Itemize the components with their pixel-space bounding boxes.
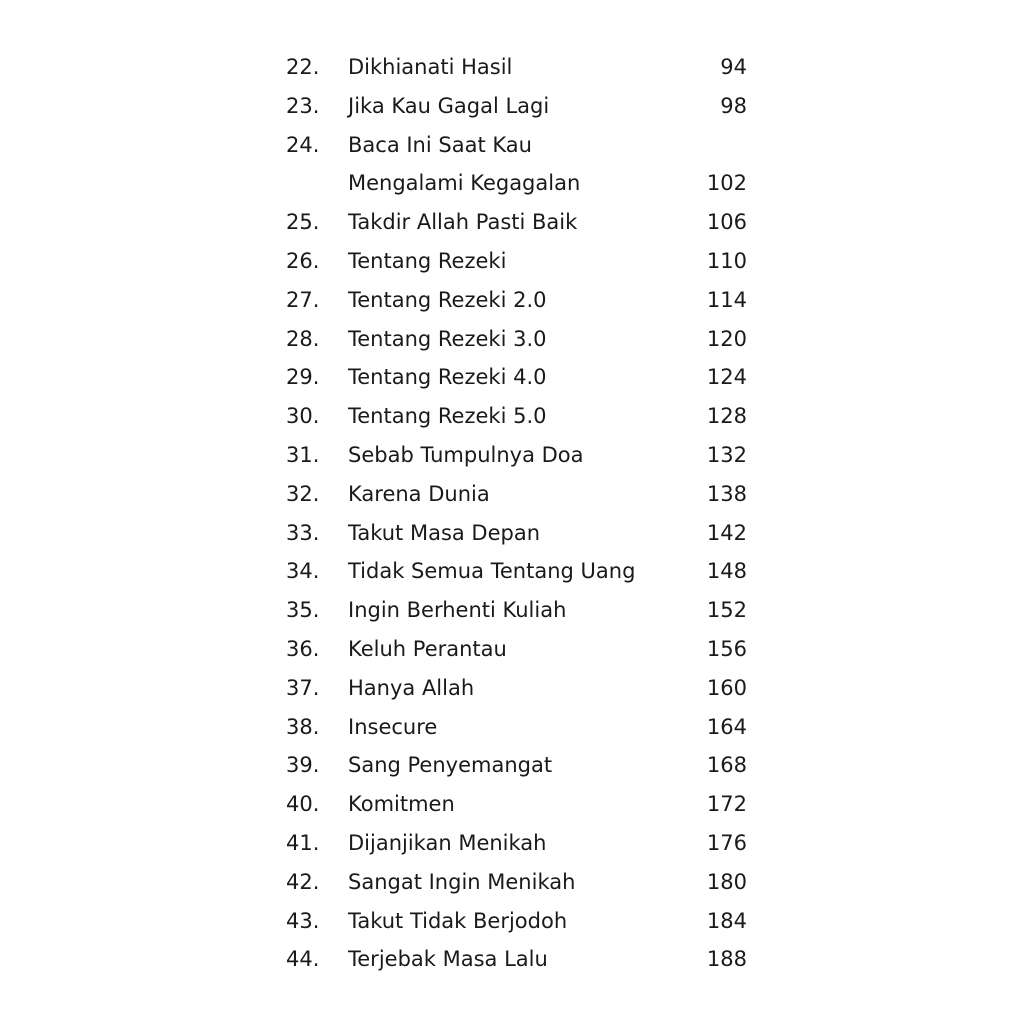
entry-number: 32. <box>286 481 320 506</box>
table-of-contents <box>0 48 1024 979</box>
toc-entry <box>0 669 1024 708</box>
entry-number: 39. <box>286 753 320 778</box>
entry-page-number: 120 <box>706 326 747 351</box>
entry-title: Hanya Allah <box>348 675 475 700</box>
entry-number: 33. <box>286 520 320 545</box>
entry-page-number: 176 <box>706 830 747 855</box>
entry-number: 34. <box>286 559 320 584</box>
entry-title: Sang Penyemangat <box>348 753 553 778</box>
entry-number: 27. <box>286 287 320 312</box>
entry-title: Tentang Rezeki 3.0 <box>348 326 547 351</box>
entry-title: Dikhianati Hasil <box>348 55 513 79</box>
entry-number: 35. <box>286 598 320 623</box>
toc-entry <box>0 591 1024 630</box>
entry-number: 40. <box>286 792 320 817</box>
entry-number: 24. <box>286 132 320 157</box>
entry-number: 31. <box>286 442 320 467</box>
toc-entry <box>0 358 1024 397</box>
entry-page-number: 188 <box>706 947 747 972</box>
entry-title: Dijanjikan Menikah <box>348 830 547 855</box>
toc-entry <box>0 630 1024 669</box>
entry-title: Terjebak Masa Lalu <box>348 947 548 972</box>
toc-entry <box>0 475 1024 514</box>
toc-entry <box>0 824 1024 863</box>
entry-page-number: 94 <box>720 55 747 79</box>
entry-title: Karena Dunia <box>348 481 490 506</box>
entry-number: 26. <box>286 248 320 273</box>
entry-number: 41. <box>286 830 320 855</box>
entry-page-number: 160 <box>706 675 747 700</box>
toc-entry <box>0 436 1024 475</box>
toc-entry <box>0 48 1024 87</box>
toc-entry <box>0 863 1024 902</box>
toc-entry <box>0 397 1024 436</box>
entry-page-number: 142 <box>706 520 747 545</box>
toc-entry <box>0 902 1024 941</box>
entry-number: 36. <box>286 636 320 661</box>
entry-number: 42. <box>286 869 320 894</box>
entry-page-number: 184 <box>706 908 747 933</box>
entry-page-number: 110 <box>706 248 747 273</box>
entry-page-number: 124 <box>706 365 747 390</box>
entry-title: Mengalami Kegagalan <box>348 171 581 196</box>
entry-title: Tentang Rezeki <box>348 248 507 273</box>
toc-entry <box>0 203 1024 242</box>
entry-title: Sangat Ingin Menikah <box>348 869 576 894</box>
entry-page-number: 180 <box>706 869 747 894</box>
entry-title: Jika Kau Gagal Lagi <box>348 93 550 118</box>
entry-number: 28. <box>286 326 320 351</box>
entry-number: 37. <box>286 675 320 700</box>
entry-page-number: 148 <box>706 559 747 584</box>
entry-title: Takut Masa Depan <box>348 520 541 545</box>
entry-page-number: 102 <box>706 171 747 196</box>
entry-title: Baca Ini Saat Kau <box>348 132 532 157</box>
toc-entry <box>0 552 1024 591</box>
toc-entry <box>0 281 1024 320</box>
toc-entry <box>0 785 1024 824</box>
entry-title: Keluh Perantau <box>348 636 507 661</box>
entry-page-number: 156 <box>706 636 747 661</box>
toc-entry <box>0 514 1024 553</box>
toc-entry <box>0 320 1024 359</box>
entry-number: 23. <box>286 93 320 118</box>
entry-number: 38. <box>286 714 320 739</box>
toc-entry <box>0 242 1024 281</box>
toc-entry <box>0 746 1024 785</box>
entry-page-number: 138 <box>706 481 747 506</box>
entry-page-number: 164 <box>706 714 747 739</box>
toc-entry <box>0 126 1024 165</box>
toc-entry <box>0 87 1024 126</box>
entry-page-number: 114 <box>706 287 747 312</box>
entry-number: 29. <box>286 365 320 390</box>
entry-title: Tentang Rezeki 2.0 <box>348 287 547 312</box>
entry-number: 44. <box>286 947 320 972</box>
entry-title: Ingin Berhenti Kuliah <box>348 598 567 623</box>
toc-entry <box>0 708 1024 747</box>
entry-page-number: 172 <box>706 792 747 817</box>
entry-page-number: 98 <box>720 93 747 118</box>
entry-title: Takut Tidak Berjodoh <box>348 908 568 933</box>
entry-number: 25. <box>286 210 320 235</box>
entry-title: Takdir Allah Pasti Baik <box>348 210 578 235</box>
entry-title: Insecure <box>348 714 438 739</box>
entry-title: Sebab Tumpulnya Doa <box>348 442 584 467</box>
entry-number: 22. <box>286 55 320 79</box>
entry-page-number: 106 <box>706 210 747 235</box>
entry-title: Tentang Rezeki 5.0 <box>348 404 547 429</box>
toc-entry <box>0 940 1024 979</box>
entry-page-number: 168 <box>706 753 747 778</box>
entry-page-number: 152 <box>706 598 747 623</box>
entry-number: 43. <box>286 908 320 933</box>
toc-entry-continuation <box>0 164 1024 203</box>
entry-number: 30. <box>286 404 320 429</box>
entry-title: Komitmen <box>348 792 455 817</box>
entry-page-number: 128 <box>706 404 747 429</box>
entry-page-number: 132 <box>706 442 747 467</box>
entry-title: Tidak Semua Tentang Uang <box>348 559 636 584</box>
entry-title: Tentang Rezeki 4.0 <box>348 365 547 390</box>
